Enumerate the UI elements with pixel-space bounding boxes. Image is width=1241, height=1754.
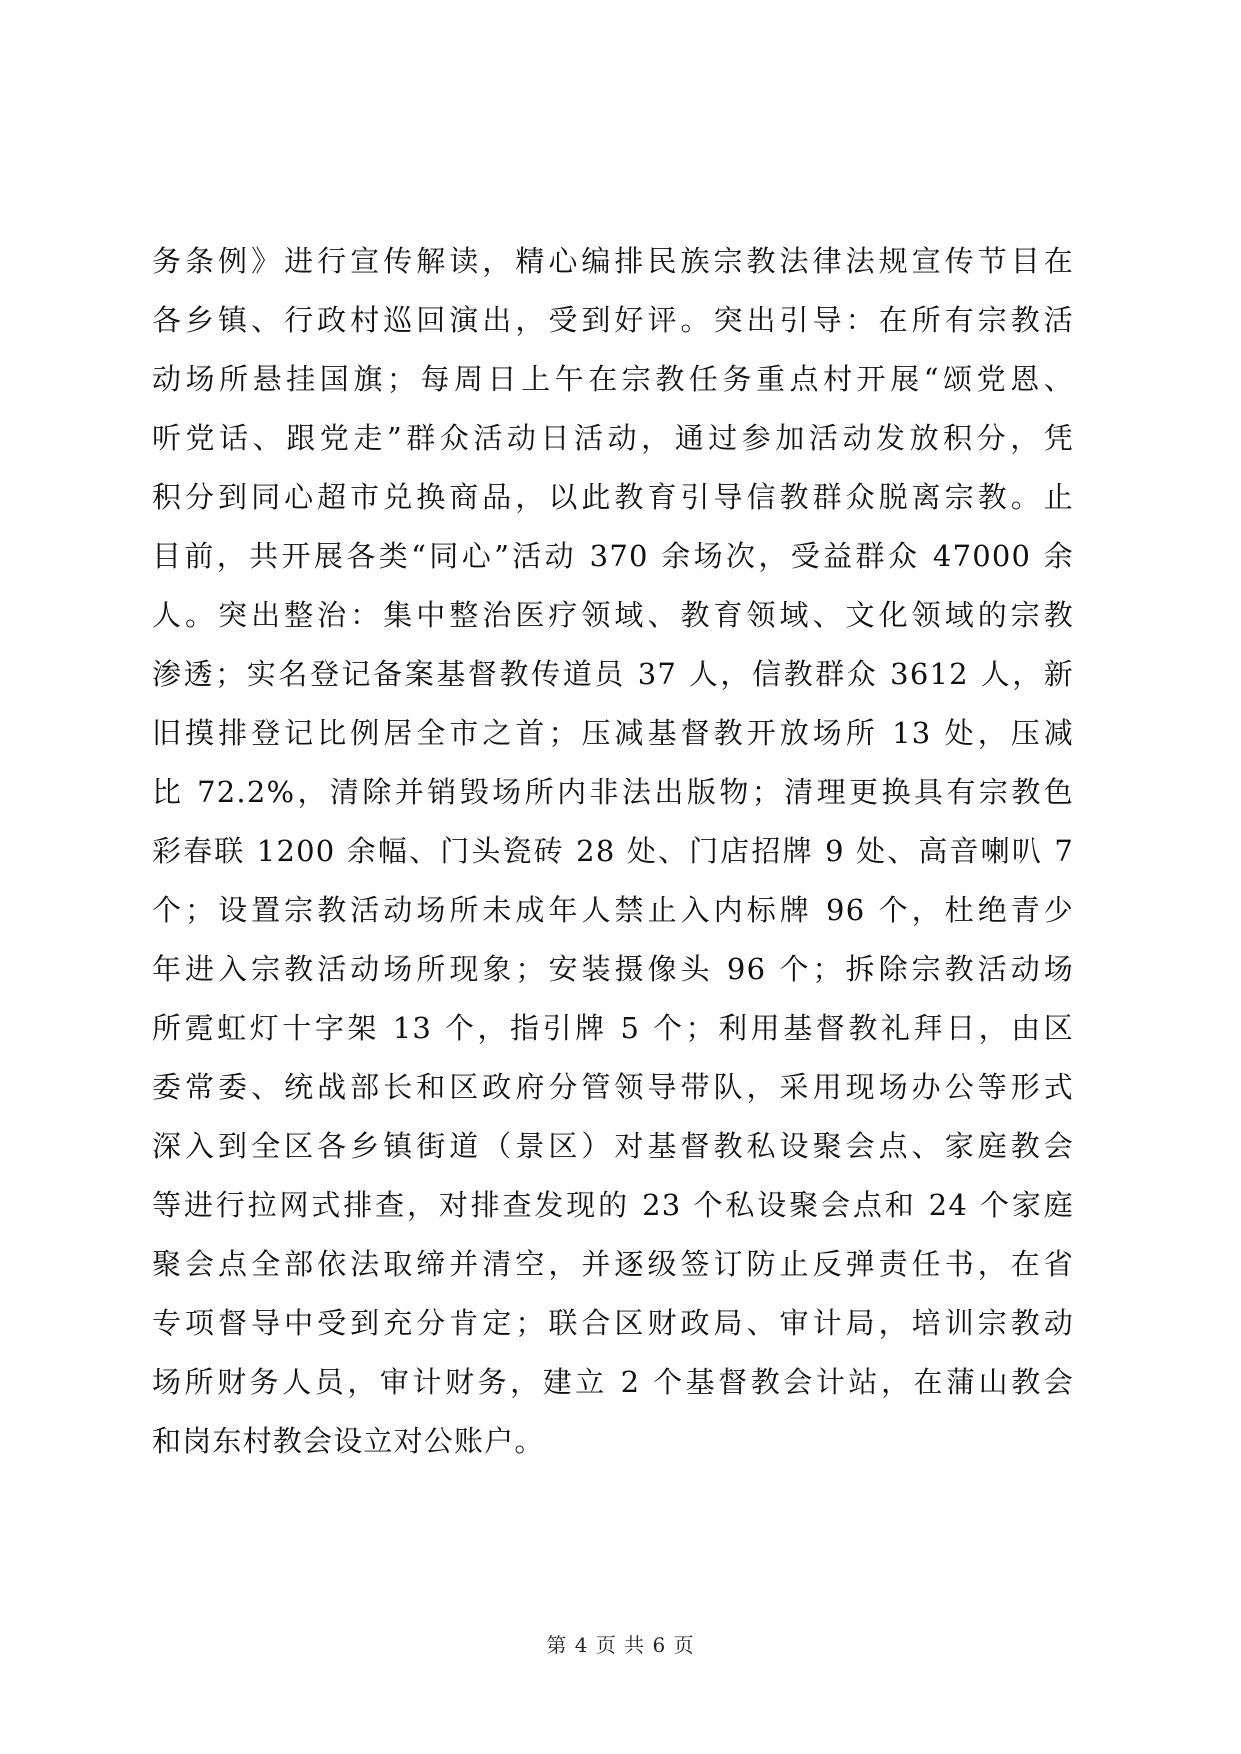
text-line: 渗透；实名登记备案基督教传道员 37 人，信教群众 3612 人，新 bbox=[152, 657, 1074, 691]
text-line: 专项督导中受到充分肯定；联合区财政局、审计局，培训宗教动 bbox=[152, 1306, 1074, 1340]
text-line: 场所财务人员，审计财务，建立 2 个基督教会计站，在蒲山教会 bbox=[152, 1365, 1074, 1399]
text-line: 人。突出整治：集中整治医疗领域、教育领域、文化领域的宗教 bbox=[152, 598, 1074, 632]
text-line: 委常委、统战部长和区政府分管领导带队，采用现场办公等形式 bbox=[152, 1070, 1074, 1104]
text-line: 所霓虹灯十字架 13 个，指引牌 5 个；利用基督教礼拜日，由区 bbox=[152, 1011, 1074, 1045]
text-line: 彩春联 1200 余幅、门头瓷砖 28 处、门店招牌 9 处、高音喇叭 7 bbox=[152, 834, 1074, 868]
text-line: 深入到全区各乡镇街道（景区）对基督教私设聚会点、家庭教会 bbox=[152, 1129, 1074, 1163]
text-line: 积分到同心超市兑换商品，以此教育引导信教群众脱离宗教。止 bbox=[152, 480, 1074, 514]
text-line: 等进行拉网式排查，对排查发现的 23 个私设聚会点和 24 个家庭 bbox=[152, 1188, 1074, 1222]
text-line: 听党话、跟党走”群众活动日活动，通过参加活动发放积分，凭 bbox=[152, 421, 1074, 455]
text-line: 旧摸排登记比例居全市之首；压减基督教开放场所 13 处，压减 bbox=[152, 716, 1074, 750]
text-line: 比 72.2%，清除并销毁场所内非法出版物；清理更换具有宗教色 bbox=[152, 775, 1074, 809]
text-line: 动场所悬挂国旗；每周日上午在宗教任务重点村开展“颂党恩、 bbox=[152, 362, 1074, 396]
page-number-footer: 第 4 页 共 6 页 bbox=[546, 1633, 695, 1657]
body-paragraph bbox=[152, 232, 1074, 1471]
text-line: 务条例》进行宣传解读，精心编排民族宗教法律法规宣传节目在 bbox=[152, 244, 1074, 278]
text-line: 各乡镇、行政村巡回演出，受到好评。突出引导：在所有宗教活 bbox=[152, 303, 1074, 337]
text-line: 年进入宗教活动场所现象；安装摄像头 96 个；拆除宗教活动场 bbox=[152, 952, 1074, 986]
text-line: 目前，共开展各类“同心”活动 370 余场次，受益群众 47000 余 bbox=[152, 539, 1074, 573]
text-line: 个；设置宗教活动场所未成年人禁止入内标牌 96 个，杜绝青少 bbox=[152, 893, 1074, 927]
text-line: 聚会点全部依法取缔并清空，并逐级签订防止反弹责任书，在省 bbox=[152, 1247, 1074, 1281]
text-line: 和岗东村教会设立对公账户。 bbox=[152, 1424, 545, 1458]
